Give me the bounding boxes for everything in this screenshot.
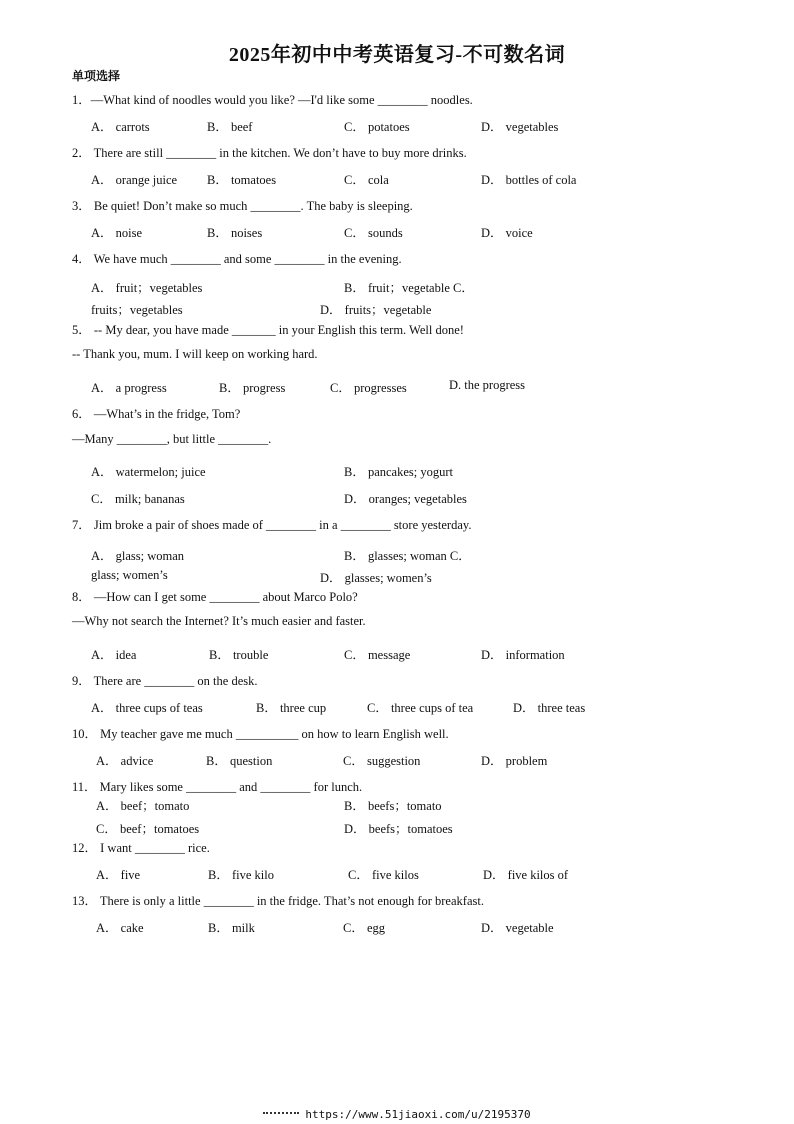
question-10-option-b: B． question xyxy=(206,754,273,768)
question-2-stem: 2． There are still ________ in the kitchen. We don’t have to buy more drinks. xyxy=(72,146,467,160)
question-3-option-a: A． noise xyxy=(91,226,143,240)
question-13-stem: 13． There is only a little ________ in the fridge. That’s not enough for breakfast. xyxy=(72,894,484,908)
question-4-option-c-text: fruits；vegetables xyxy=(91,303,183,317)
question-9-option-a: A． three cups of teas xyxy=(91,701,203,715)
question-5-option-b: B． progress xyxy=(219,381,286,395)
question-1-option-c: C． potatoes xyxy=(344,120,410,134)
question-1-option-d: D． vegetables xyxy=(481,120,559,134)
question-9-option-d: D． three teas xyxy=(513,701,586,715)
question-4-option-a: A． fruit；vegetables xyxy=(91,281,203,295)
question-12-option-c: C． five kilos xyxy=(348,868,419,882)
question-7-option-c-text: glass; women’s xyxy=(91,568,168,582)
question-7-option-d: D． glasses; women’s xyxy=(320,571,432,585)
question-9-option-c: C． three cups of tea xyxy=(367,701,474,715)
question-1-stem: 1．—What kind of noodles would you like? —I'd like some ________ noodles. xyxy=(72,93,473,107)
question-11-option-d: D． beefs；tomatoes xyxy=(344,822,453,836)
section-heading: 单项选择 xyxy=(72,69,121,83)
page-footer xyxy=(0,1108,794,1121)
question-3-option-d: D． voice xyxy=(481,226,533,240)
question-13-option-b: B． milk xyxy=(208,921,255,935)
question-8-reply: —Why not search the Internet? It’s much easier and faster. xyxy=(72,614,366,628)
question-3-option-c: C． sounds xyxy=(344,226,403,240)
question-13-option-a: A． cake xyxy=(96,921,144,935)
question-8-option-a: A． idea xyxy=(91,648,137,662)
question-11-option-c: C． beef；tomatoes xyxy=(96,822,200,836)
question-5-option-a: A． a progress xyxy=(91,381,167,395)
question-8-stem: 8． —How can I get some ________ about Marco Polo? xyxy=(72,590,358,604)
question-11-option-a: A． beef；tomato xyxy=(96,799,190,813)
question-11-option-b: B． beefs；tomato xyxy=(344,799,442,813)
question-2-option-c: C． cola xyxy=(344,173,389,187)
question-8-option-b: B． trouble xyxy=(209,648,269,662)
question-10-option-d: D． problem xyxy=(481,754,548,768)
question-7-stem: 7． Jim broke a pair of shoes made of ________ in a ________ store yesterday. xyxy=(72,518,472,532)
footer-url-link[interactable]: https://www.51jiaoxi.com/u/2195370 xyxy=(305,1108,531,1121)
question-13-option-d: D． vegetable xyxy=(481,921,554,935)
question-2-option-a: A． orange juice xyxy=(91,173,178,187)
page-title: 2025年初中中考英语复习-不可数名词 xyxy=(228,44,566,66)
question-8-option-d: D． information xyxy=(481,648,565,662)
question-5-reply: -- Thank you, mum. I will keep on working hard. xyxy=(72,347,318,361)
question-10-option-a: A． advice xyxy=(96,754,154,768)
question-12-stem: 12． I want ________ rice. xyxy=(72,841,210,855)
question-12-option-a: A． five xyxy=(96,868,141,882)
question-12-option-b: B． five kilo xyxy=(208,868,274,882)
question-4-option-b-c: B． fruit；vegetable C． xyxy=(344,281,474,295)
question-10-option-c: C． suggestion xyxy=(343,754,421,768)
question-5-option-d: D. the progress xyxy=(449,378,526,392)
question-4-option-d: D． fruits；vegetable xyxy=(320,303,432,317)
question-6-option-a: A． watermelon; juice xyxy=(91,465,206,479)
question-4-stem: 4． We have much ________ and some ________ in the evening. xyxy=(72,252,402,266)
question-1-option-a: A． carrots xyxy=(91,120,150,134)
question-3-option-b: B． noises xyxy=(207,226,263,240)
question-6-option-c: C． milk; bananas xyxy=(91,492,185,506)
question-6-reply: —Many ________, but little ________. xyxy=(72,432,272,446)
question-12-option-d: D． five kilos of xyxy=(483,868,569,882)
question-2-option-d: D． bottles of cola xyxy=(481,173,577,187)
question-6-stem: 6． —What’s in the fridge, Tom? xyxy=(72,407,241,421)
question-10-stem: 10． My teacher gave me much __________ on how to learn English well. xyxy=(72,727,449,741)
question-6-option-d: D． oranges; vegetables xyxy=(344,492,467,506)
question-9-stem: 9． There are ________ on the desk. xyxy=(72,674,258,688)
question-5-stem: 5． -- My dear, you have made _______ in your English this term. Well done! xyxy=(72,323,464,337)
footer-mark-icon xyxy=(263,1112,299,1119)
question-7-option-a: A． glass; woman xyxy=(91,549,185,563)
question-9-option-b: B． three cup xyxy=(256,701,327,715)
question-7-option-b-c: B． glasses; woman C． xyxy=(344,549,471,563)
question-1-option-b: B． beef xyxy=(207,120,253,134)
question-2-option-b: B． tomatoes xyxy=(207,173,277,187)
question-11-stem: 11． Mary likes some ________ and ________ for lunch. xyxy=(72,780,363,794)
question-3-stem: 3． Be quiet! Don’t make so much ________. The baby is sleeping. xyxy=(72,199,413,213)
question-5-option-c: C． progresses xyxy=(330,381,407,395)
question-6-option-b: B． pancakes; yogurt xyxy=(344,465,454,479)
question-13-option-c: C． egg xyxy=(343,921,386,935)
question-8-option-c: C． message xyxy=(344,648,411,662)
